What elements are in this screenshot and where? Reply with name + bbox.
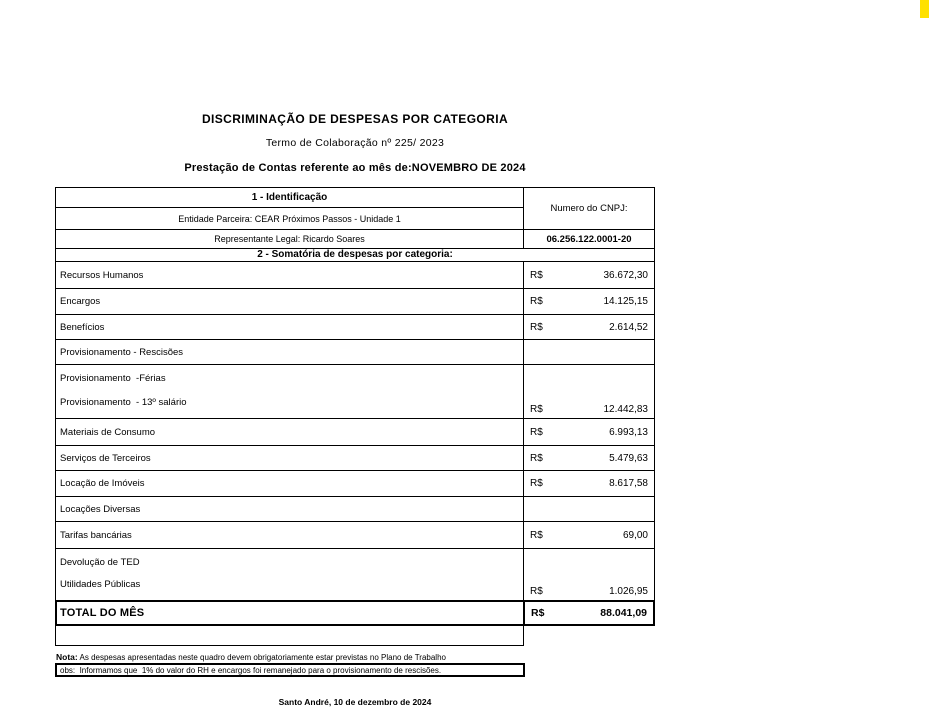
- expense-label-cell: [56, 365, 523, 418]
- expense-row: [55, 419, 655, 446]
- expense-label-cell: [56, 419, 523, 445]
- empty-trailer-row: [55, 626, 524, 646]
- expense-value-cell: [523, 471, 654, 496]
- expenses-table: [55, 187, 655, 646]
- expense-label-cell: [56, 522, 523, 548]
- expense-label: Locações Diversas: [60, 503, 141, 515]
- nota-text: As despesas apresentadas neste quadro devem obrigatoriamente estar previstas no Plano de Trabalho: [77, 653, 446, 662]
- expense-label: Provisionamento - 13º salário: [60, 397, 187, 408]
- expense-value-cell: [523, 340, 654, 364]
- collaboration-term: Termo de Colaboração nº 225/ 2023: [265, 137, 445, 149]
- cnpj-value: 06.256.122.0001-20: [523, 230, 654, 249]
- expense-value-cell: [523, 497, 654, 521]
- currency-symbol: R$: [530, 269, 543, 281]
- currency-symbol: R$: [530, 586, 543, 597]
- expense-label-cell: [56, 446, 523, 470]
- entity-line: Entidade Parceira: CEAR Próximos Passos - Unidade 1: [56, 208, 523, 230]
- identification-section: [55, 187, 655, 249]
- expense-value: 5.479,63: [609, 452, 648, 464]
- representative-line: Representante Legal: Ricardo Soares: [56, 230, 523, 249]
- expense-value-cell: [523, 446, 654, 470]
- expense-label: Recursos Humanos: [60, 269, 144, 281]
- expense-label: Utilidades Públicas: [60, 579, 141, 590]
- expense-value: 36.672,30: [603, 269, 648, 281]
- identification-section-title: 1 - Identificação: [56, 188, 523, 208]
- expense-value: 1.026,95: [609, 586, 648, 597]
- expense-label-cell: [56, 471, 523, 496]
- expense-label: Locação de Imóveis: [60, 478, 145, 489]
- expense-value: 6.993,13: [609, 426, 648, 438]
- expense-value: 69,00: [622, 529, 648, 541]
- expenses-section-title: 2 - Somatória de despesas por categoria:: [55, 249, 655, 262]
- total-row: [55, 600, 655, 626]
- expense-row: [55, 340, 655, 365]
- obs-box: [55, 663, 525, 677]
- expense-row: [55, 365, 655, 419]
- expense-row: [55, 289, 655, 315]
- total-currency-symbol: R$: [531, 607, 545, 619]
- expense-label-cell: [56, 289, 523, 314]
- expense-value-cell: [523, 522, 654, 548]
- expense-label: Serviços de Terceiros: [60, 452, 151, 464]
- expense-value-cell: [523, 419, 654, 445]
- expense-row: [55, 262, 655, 289]
- currency-symbol: R$: [530, 529, 543, 541]
- expense-label: Provisionamento -Férias: [60, 373, 166, 384]
- currency-symbol: R$: [530, 478, 543, 489]
- expense-label-cell: [56, 262, 523, 288]
- expense-row: [55, 497, 655, 522]
- expense-label: Materiais de Consumo: [60, 426, 156, 438]
- expense-rows: [55, 262, 655, 600]
- expense-label: Devolução de TED: [60, 557, 140, 568]
- obs-text: obs: Informamos que 1% do valor do RH e encargos foi remanejado para o provisionamento de rescisões.: [60, 665, 442, 675]
- expense-label-cell: [56, 340, 523, 364]
- nota-label: Nota:: [56, 652, 78, 662]
- expense-label-cell: [56, 497, 523, 521]
- document-title: DISCRIMINAÇÃO DE DESPESAS POR CATEGORIA: [201, 112, 509, 126]
- highlight-marker: [920, 0, 929, 18]
- expense-value: 2.614,52: [609, 321, 648, 333]
- expense-label: Provisionamento - Rescisões: [60, 346, 184, 358]
- expense-value: 12.442,83: [603, 404, 648, 415]
- expense-row: [55, 315, 655, 340]
- expense-value: 8.617,58: [609, 478, 648, 489]
- currency-symbol: R$: [530, 321, 543, 333]
- expense-label-cell: [56, 549, 523, 600]
- reference-month: Prestação de Contas referente ao mês de:NOVEMBRO DE 2024: [184, 162, 526, 174]
- currency-symbol: R$: [530, 404, 543, 415]
- expense-label-cell: [56, 315, 523, 339]
- expense-row: [55, 549, 655, 600]
- total-value: 88.041,09: [600, 607, 647, 619]
- total-label: TOTAL DO MÊS: [60, 607, 145, 619]
- expense-value-cell: [523, 549, 654, 600]
- date-line: Santo André, 10 de dezembro de 2024: [278, 697, 432, 707]
- expense-row: [55, 471, 655, 497]
- expense-value-cell: [523, 262, 654, 288]
- total-value-cell: [523, 602, 653, 624]
- expense-value-cell: [523, 289, 654, 314]
- cnpj-label: Numero do CNPJ:: [523, 188, 654, 230]
- expense-value: 14.125,15: [603, 296, 648, 307]
- nota-line: [56, 652, 446, 662]
- expense-value-cell: [523, 315, 654, 339]
- expense-label: Benefícios: [60, 321, 105, 333]
- expense-row: [55, 522, 655, 549]
- expense-value-cell: [523, 365, 654, 418]
- currency-symbol: R$: [530, 296, 543, 307]
- currency-symbol: R$: [530, 452, 543, 464]
- expense-row: [55, 446, 655, 471]
- expense-label: Tarifas bancárias: [60, 529, 132, 541]
- expense-label: Encargos: [60, 296, 101, 307]
- currency-symbol: R$: [530, 426, 543, 438]
